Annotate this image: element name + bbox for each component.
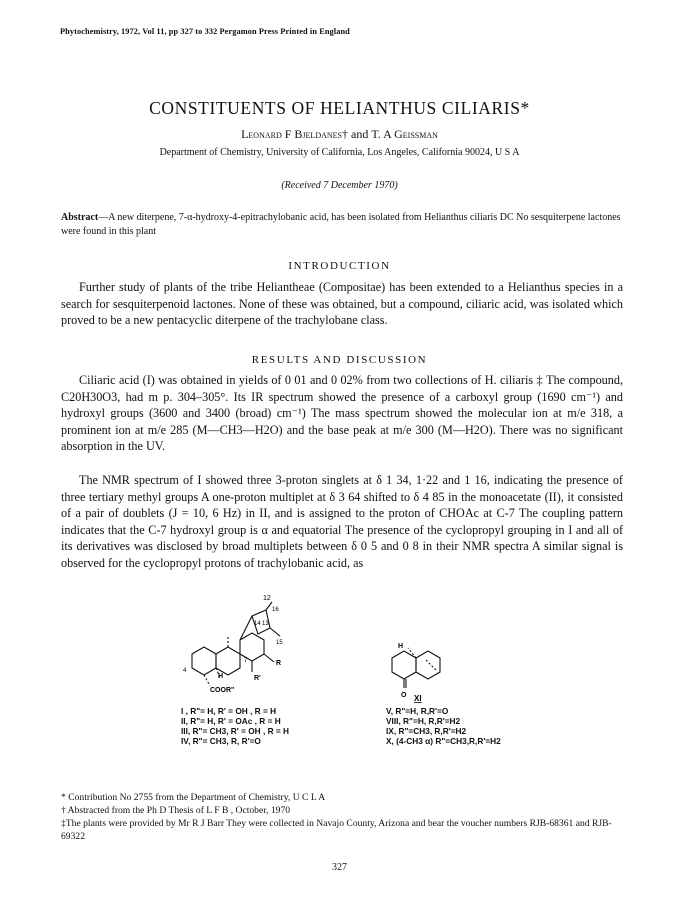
abstract-text: —A new diterpene, 7-α-hydroxy-4-epitrachylobanic acid, has been isolated from Helianthus ciliaris DC No sesquiterpene lactones were found in this plant xyxy=(61,212,621,237)
footnote: * Contribution No 2755 from the Department of Chemistry, U C L A xyxy=(61,792,326,803)
atom-label: R xyxy=(276,660,282,667)
page-number: 327 xyxy=(332,862,347,873)
compound-entry: I , R"= H, R' = OH , R = H xyxy=(181,706,277,716)
footnote: † Abstracted from the Ph D Thesis of L F B , October, 1970 xyxy=(61,805,291,816)
compound-entry: III, R"= CH3, R' = OH , R = H xyxy=(181,726,290,736)
compound-entry: V, R"=H, R,R'=O xyxy=(386,706,449,716)
ring-c xyxy=(240,633,264,661)
atom-label: 14 xyxy=(254,621,261,627)
atom-label: 16 xyxy=(272,607,279,613)
footnotes xyxy=(61,791,627,843)
compound-list-right xyxy=(386,706,501,746)
compound-list-left xyxy=(181,706,289,746)
atom-label: O xyxy=(401,692,407,699)
running-head: Phytochemistry, 1972, Vol 11, pp 327 to 332 Pergamon Press Printed in England xyxy=(60,27,350,36)
atom-label: 13 xyxy=(262,621,269,627)
author-conjunction: and xyxy=(351,127,369,141)
intro-paragraph: Further study of plants of the tribe Heliantheae (Compositae) has been extended to a Helianthus species in a search for sesquiterpenoid lactones. None of these was obtained, but a compound, ciliaric acid, was isolated which proved to be a new pentacyclic diterpene of the trachylobane class. xyxy=(61,280,623,327)
ring-b xyxy=(416,651,440,679)
section-heading-results: RESULTS AND DISCUSSION xyxy=(251,354,428,366)
author-line xyxy=(0,127,679,142)
compound-entry: IX, R"=CH3, R,R'=H2 xyxy=(386,726,467,736)
compound-label-xi: XI xyxy=(414,694,422,703)
compound-entry: X, (4-CH3 α) R"=CH3,R,R'=H2 xyxy=(386,736,501,746)
structure-right xyxy=(380,640,470,705)
abstract-label: Abstract xyxy=(61,212,99,223)
results-paragraph-2: The NMR spectrum of I showed three 3-proton singlets at δ 1 34, 1·22 and 1 16, indicating the presence of three tertiary methyl groups A one-proton multiplet at δ 3 64 shifted to δ 4 85 in the monoacetate (II), it consisted of a pair of doublets (J = 10, 6 Hz) in II, and is assigned to the proton of CHOAc at C-7 The coupling pattern indicates that the C-7 hydroxyl group is α and equatorial The presence of the cyclopropyl grouping in I and all of its derivatives was disclosed by broad multiplets between δ 0 5 and 0 8 in their NMR spectra A similar signal is observed for the cyclopropyl protons of trachylobanic acid, as xyxy=(61,473,623,570)
section-heading-introduction: INTRODUCTION xyxy=(288,260,391,272)
atom-label: R' xyxy=(254,675,261,682)
atom-label: H xyxy=(218,673,224,680)
affiliation: Department of Chemistry, University of California, Los Angeles, California 90024, U S A xyxy=(159,147,520,158)
atom-label: 12 xyxy=(263,595,271,602)
structure-left xyxy=(180,592,310,702)
compound-entry: VIII, R"=H, R,R'=H2 xyxy=(386,716,461,726)
article-title: CONSTITUENTS OF HELIANTHUS CILIARIS* xyxy=(149,98,530,118)
ring-a xyxy=(192,647,216,675)
received-date: (Received 7 December 1970) xyxy=(281,180,398,191)
results-paragraph-1: Ciliaric acid (I) was obtained in yields of 0 01 and 0 02% from two collections of H. ciliaris ‡ The compound, C20H30O3, had m p. 304–305°. Its IR spectrum showed the presence of a carboxyl group (1690 cm⁻¹) and hydroxyl groups (3600 and 3400 (broad) cm⁻¹) The mass spectrum showed the molecular ion at m/e 318, a prominent ion at m/e 285 (M—CH3—H2O) and the base peak at m/e 300 (M—H2O). There was no significant absorption in the UV. xyxy=(61,373,623,453)
ring-b xyxy=(216,647,240,675)
atom-label: 15 xyxy=(276,640,283,646)
ring-a xyxy=(392,651,416,679)
abstract xyxy=(61,211,621,239)
compound-entry: IV, R"= CH3, R, R'=O xyxy=(181,736,261,746)
author-2: T. A Geissman xyxy=(371,127,438,141)
compound-entry: II, R"= H, R' = OAc , R = H xyxy=(181,716,281,726)
atom-label: 7 xyxy=(244,658,248,664)
atom-label: H xyxy=(398,643,404,650)
author-1: Leonard F Bjeldanes† xyxy=(241,127,348,141)
atom-label: 4 xyxy=(183,668,187,674)
atom-label: COOR" xyxy=(210,687,235,694)
footnote: ‡The plants were provided by Mr R J Barr They were collected in Navajo County, Arizona and bear the voucher numbers RJB-68361 and RJB-69322 xyxy=(61,818,612,842)
